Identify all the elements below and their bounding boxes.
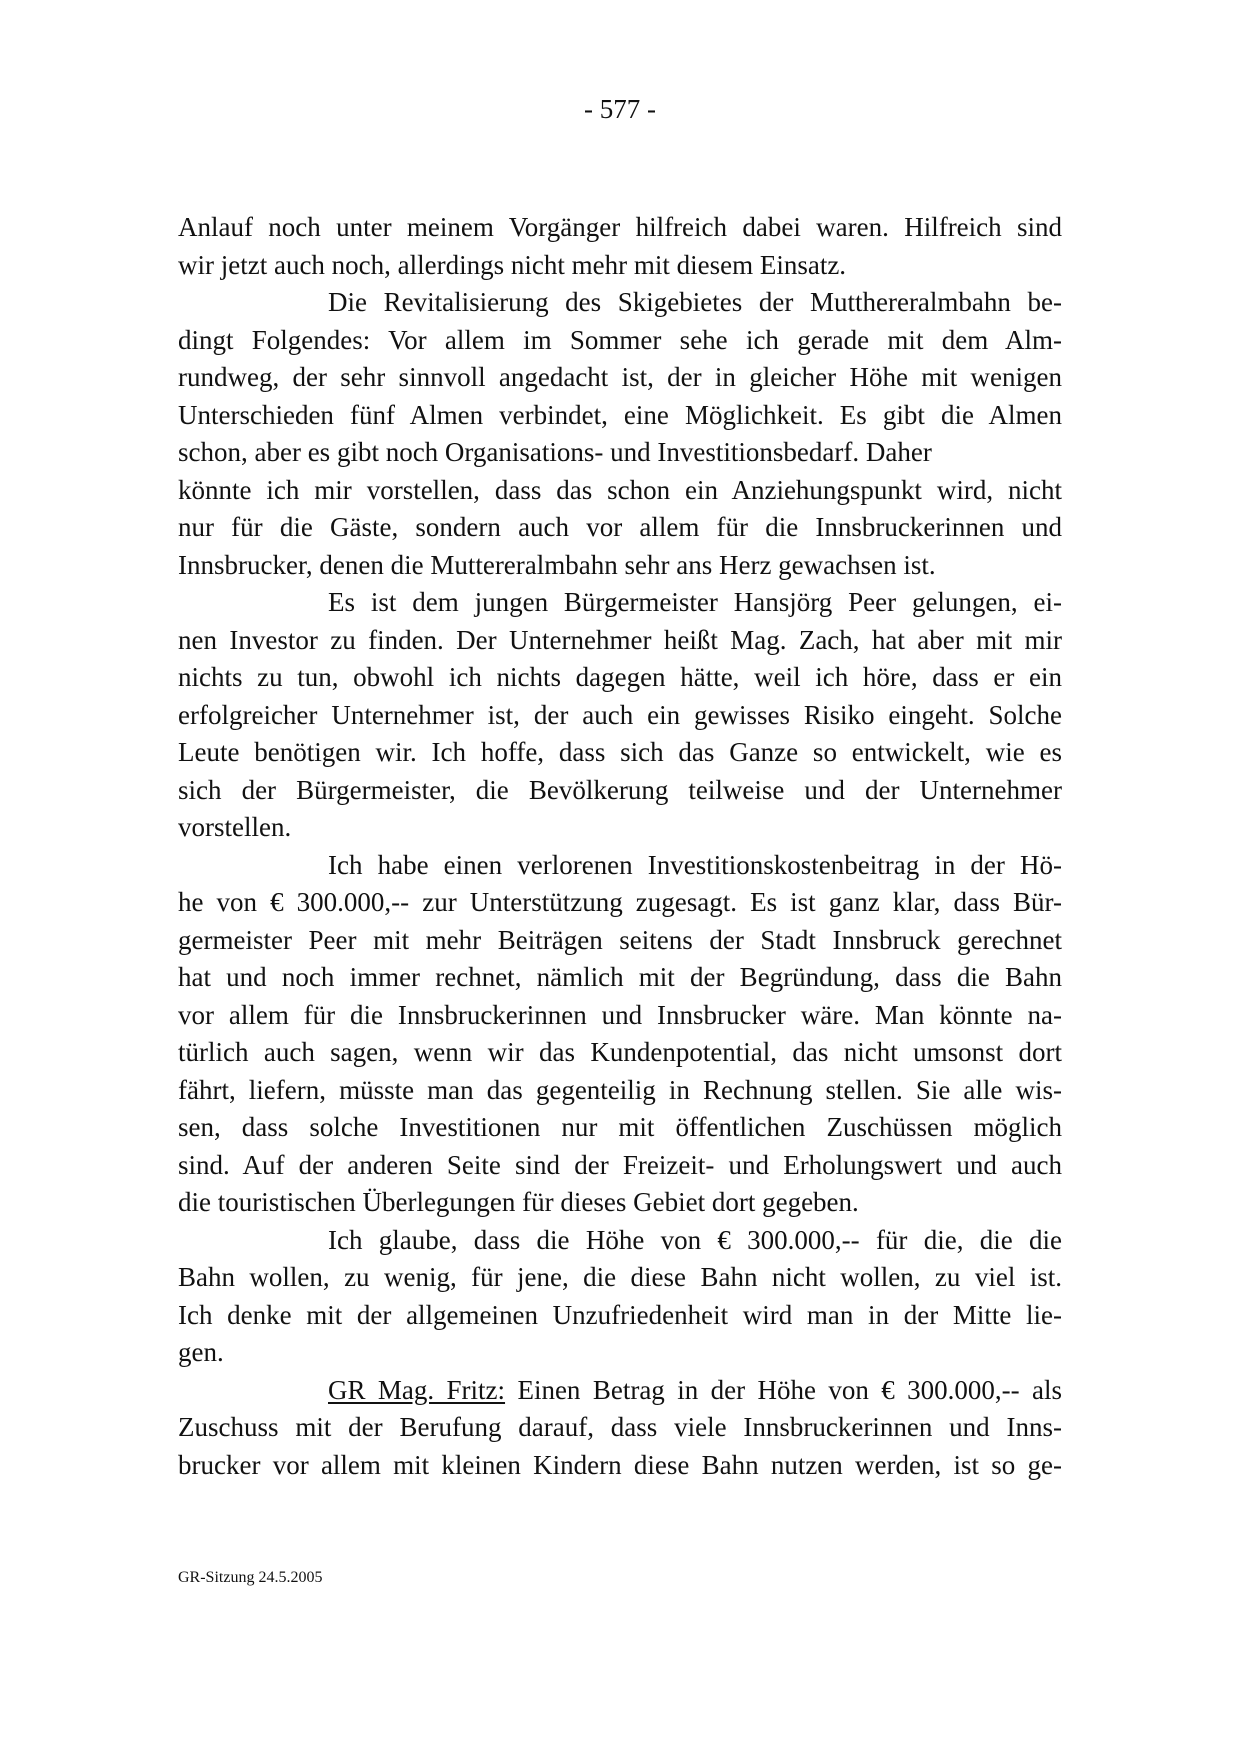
text-line: erfolgreicher Unternehmer ist, der auch ein gewisses Risiko eingeht. Solche bbox=[178, 699, 1062, 730]
speaker-line-text: Einen Betrag in der Höhe von € 300.000,-- als bbox=[517, 1374, 1063, 1405]
text-line: wir jetzt auch noch, allerdings nicht mehr mit diesem Einsatz. bbox=[178, 249, 847, 280]
paragraph-start-line: Die Revitalisierung des Skigebietes der Mutthereralmbahn be- bbox=[328, 287, 1062, 317]
text-line: hat und noch immer rechnet, nämlich mit der Begründung, dass die Bahn bbox=[178, 962, 1062, 992]
text-line: rundweg, der sehr sinnvoll angedacht ist, der in gleicher Höhe mit wenigen bbox=[178, 362, 1062, 392]
text-line: Innsbrucker, denen die Muttereralmbahn sehr ans Herz gewachsen ist. bbox=[178, 549, 936, 580]
paragraph-start-line: Ich glaube, dass die Höhe von € 300.000,-- für die, die die bbox=[328, 1224, 1062, 1255]
text-line: Anlauf noch unter meinem Vorgänger hilfreich dabei waren. Hilfreich sind bbox=[178, 212, 1062, 242]
text-line: sich der Bürgermeister, die Bevölkerung teilweise und der Unternehmer bbox=[178, 774, 1062, 805]
text-line: die touristischen Überlegungen für dieses Gebiet dort gegeben. bbox=[178, 1187, 859, 1217]
speaker-line bbox=[178, 1372, 1062, 1410]
text-line: gen. bbox=[178, 1337, 224, 1367]
text-line: vor allem für die Innsbruckerinnen und Innsbrucker wäre. Man könnte na- bbox=[178, 999, 1062, 1030]
speaker-name: GR Mag. Fritz: bbox=[328, 1374, 506, 1405]
text-line: Zuschuss mit der Berufung darauf, dass viele Innsbruckerinnen und Inns- bbox=[178, 1412, 1062, 1442]
text-line: nen Investor zu finden. Der Unternehmer heißt Mag. Zach, hat aber mit mir bbox=[178, 624, 1062, 655]
text-line: sen, dass solche Investitionen nur mit öffentlichen Zuschüssen möglich bbox=[178, 1112, 1062, 1142]
body-text bbox=[178, 209, 1062, 1484]
paragraph-start-line: Ich habe einen verlorenen Investitionskostenbeitrag in der Hö- bbox=[328, 849, 1062, 880]
text-line: dingt Folgendes: Vor allem im Sommer sehe ich gerade mit dem Alm- bbox=[178, 324, 1062, 355]
paragraph-start-line: Es ist dem jungen Bürgermeister Hansjörg Peer gelungen, ei- bbox=[328, 587, 1062, 617]
text-line: Unterschieden fünf Almen verbindet, eine Möglichkeit. Es gibt die Almen bbox=[178, 399, 1062, 430]
text-line: türlich auch sagen, wenn wir das Kundenpotential, das nicht umsonst dort bbox=[178, 1037, 1062, 1067]
text-line: nur für die Gäste, sondern auch vor allem für die Innsbruckerinnen und bbox=[178, 512, 1062, 542]
text-line: sind. Auf der anderen Seite sind der Freizeit- und Erholungswert und auch bbox=[178, 1149, 1062, 1180]
text-line: schon, aber es gibt noch Organisations- und Investitionsbedarf. Daher bbox=[178, 437, 932, 467]
text-line: Bahn wollen, zu wenig, für jene, die diese Bahn nicht wollen, zu viel ist. bbox=[178, 1262, 1062, 1292]
text-line: könnte ich mir vorstellen, dass das schon ein Anziehungspunkt wird, nicht bbox=[178, 474, 1062, 505]
text-line: he von € 300.000,-- zur Unterstützung zugesagt. Es ist ganz klar, dass Bür- bbox=[178, 887, 1062, 917]
text-line: germeister Peer mit mehr Beiträgen seitens der Stadt Innsbruck gerechnet bbox=[178, 924, 1062, 955]
text-line: Ich denke mit der allgemeinen Unzufriedenheit wird man in der Mitte lie- bbox=[178, 1299, 1062, 1330]
text-line: Leute benötigen wir. Ich hoffe, dass sich das Ganze so entwickelt, wie es bbox=[178, 737, 1062, 767]
page-number: - 577 - bbox=[584, 94, 656, 124]
text-line: brucker vor allem mit kleinen Kindern diese Bahn nutzen werden, ist so ge- bbox=[178, 1449, 1062, 1480]
text-line: vorstellen. bbox=[178, 812, 292, 842]
text-line: fährt, liefern, müsste man das gegenteilig in Rechnung stellen. Sie alle wis- bbox=[178, 1074, 1062, 1105]
text-line: nichts zu tun, obwohl ich nichts dagegen hätte, weil ich höre, dass er ein bbox=[178, 662, 1062, 692]
page-footer: GR-Sitzung 24.5.2005 bbox=[178, 1569, 323, 1586]
